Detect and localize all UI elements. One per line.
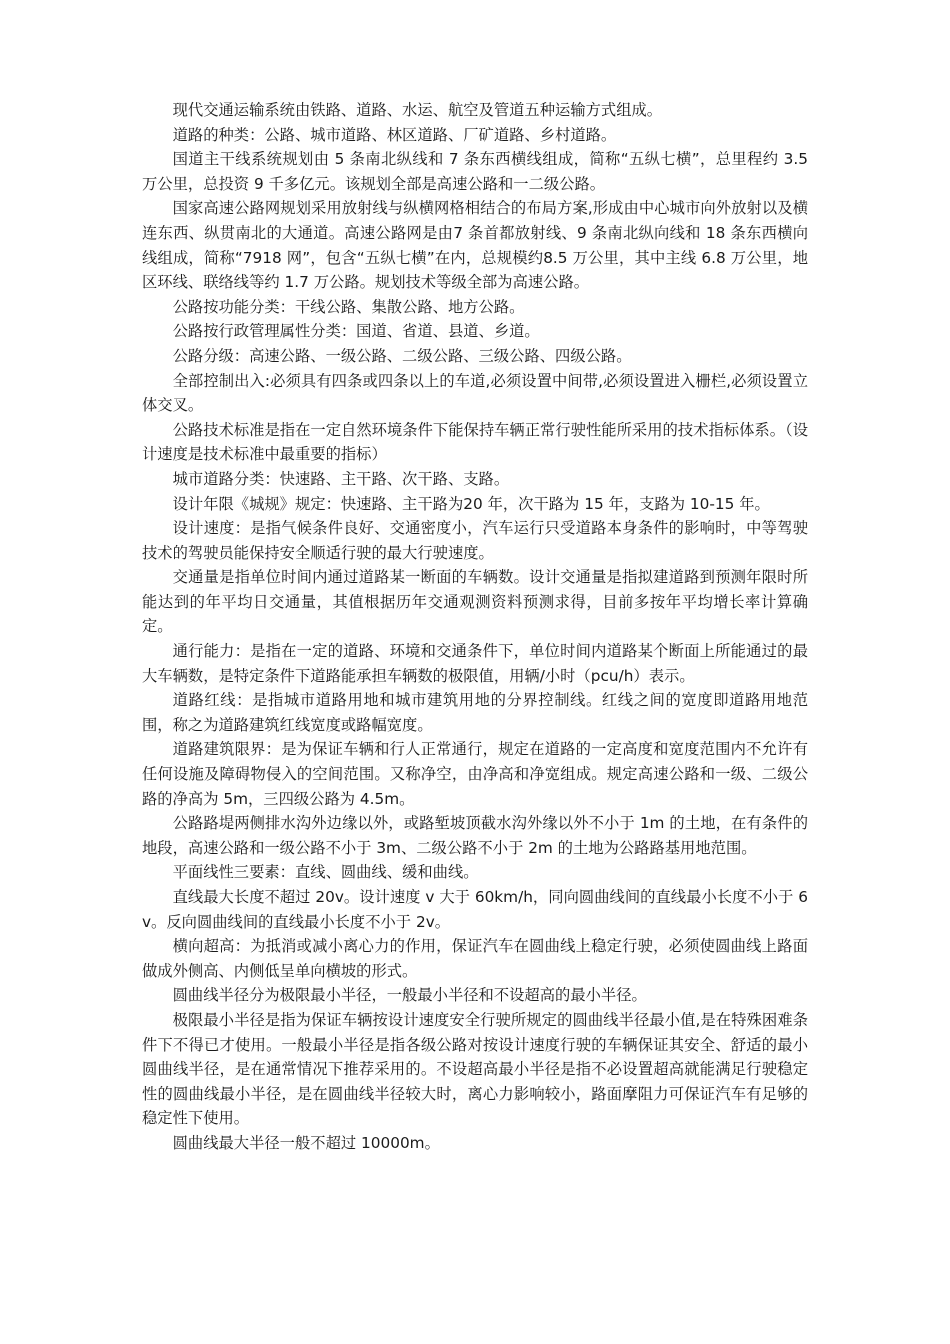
paragraph-radius-types: 圆曲线半径分为极限最小半径，一般最小半径和不设超高的最小半径。: [172, 986, 647, 1005]
paragraph-subgrade-land: 公路路堤两侧排水沟外边缘以外，或路堑坡顶截水沟外缘以外不小于 1m 的土地，在有条件的地段，高速公路和一级公路不小于 3m、二级公路不小于 2m 的土地为公路路基用地范围。: [142, 814, 808, 857]
paragraph-admin-classification: 公路按行政管理属性分类：国道、省道、县道、乡道。: [172, 322, 540, 341]
paragraph-urban-road-classification: 城市道路分类：快速路、主干路、次干路、支路。: [172, 469, 510, 488]
document-body: [142, 98, 808, 1156]
paragraph-tangent-length: 直线最大长度不超过 20v。设计速度 v 大于 60km/h，同向圆曲线间的直线最小长度不小于 6v。反向圆曲线间的直线最小长度不小于 2v。: [142, 888, 808, 931]
paragraph-national-trunk-plan: 国道主干线系统规划由 5 条南北纵线和 7 条东西横线组成，简称“五纵七横”，总里程约 3.5 万公里，总投资 9 千多亿元。该规划全部是高速公路和一二级公路。: [142, 150, 808, 193]
paragraph-access-control: 全部控制出入:必须具有四条或四条以上的车道,必须设置中间带,必须设置进入栅栏,必须设置立体交叉。: [142, 371, 808, 415]
paragraph-highway-grades: 公路分级：高速公路、一级公路、二级公路、三级公路、四级公路。: [172, 346, 632, 365]
paragraph-alignment-elements: 平面线性三要素：直线、圆曲线、缓和曲线。: [172, 863, 479, 882]
paragraph-traffic-volume: 交通量是指单位时间内通过道路某一断面的车辆数。设计交通量是指拟建道路到预测年限时所能达到的年平均日交通量，其值根据历年交通观测资料预测求得，目前多按年平均增长率计算确定。: [142, 568, 808, 636]
paragraph-transport-modes: 现代交通运输系统由铁路、道路、水运、航空及管道五种运输方式组成。: [172, 101, 663, 119]
paragraph-road-types: 道路的种类：公路、城市道路、林区道路、厂矿道路、乡村道路。: [172, 125, 617, 144]
paragraph-clearance: 道路建筑限界：是为保证车辆和行人正常通行，规定在道路的一定高度和宽度范围内不允许有任何设施及障碍物侵入的空间范围。又称净空，由净高和净宽组成。规定高速公路和一级、二级公路的净高为 5m，三四级公路为 4.5m。: [142, 740, 808, 808]
paragraph-superelevation: 横向超高：为抵消或减小离心力的作用，保证汽车在圆曲线上稳定行驶，必须使圆曲线上路面做成外侧高、内侧低呈单向横坡的形式。: [142, 937, 808, 980]
paragraph-design-speed: 设计速度：是指气候条件良好、交通密度小，汽车运行只受道路本身条件的影响时，中等驾驶技术的驾驶员能保持安全顺适行驶的最大行驶速度。: [142, 519, 808, 562]
paragraph-radius-definitions: 极限最小半径是指为保证车辆按设计速度安全行驶所规定的圆曲线半径最小值,是在特殊困难条件下不得已才使用。一般最小半径是指各级公路对按设计速度行驶的车辆保证其安全、舒适的最小圆曲线半径，是在通常情况下推荐采用的。不设超高最小半径是指不必设置超高就能满足行驶稳定性的圆曲线最小半径，是在圆曲线半径较大时，离心力影响较小，路面摩阻力可保证汽车有足够的稳定性下使用。: [142, 1010, 808, 1128]
paragraph-expressway-network: 国家高速公路网规划采用放射线与纵横网格相结合的布局方案,形成由中心城市向外放射以及横连东西、纵贯南北的大通道。高速公路网是由7 条首都放射线、9 条南北纵向线和 18 条东西横向线组成，简称“7918 网”，包含“五纵七横”在内，总规模约8.5 万公里，其中主线 6.8 万公里，地区环线、联络线等约 1.7 万公路。规划技术等级全部为高速公路。: [142, 199, 808, 292]
paragraph-function-classification: 公路按功能分类：干线公路、集散公路、地方公路。: [172, 297, 525, 316]
paragraph-technical-standard: 公路技术标准是指在一定自然环境条件下能保持车辆正常行驶性能所采用的技术指标体系。（设计速度是技术标准中最重要的指标）: [142, 420, 808, 464]
paragraph-max-radius: 圆曲线最大半径一般不超过 10000m。: [172, 1133, 440, 1152]
paragraph-capacity: 通行能力：是指在一定的道路、环境和交通条件下，单位时间内道路某个断面上所能通过的最大车辆数，是特定条件下道路能承担车辆数的极限值，用辆/小时（pcu/h）表示。: [142, 642, 808, 685]
paragraph-red-line: 道路红线：是指城市道路用地和城市建筑用地的分界控制线。红线之间的宽度即道路用地范围，称之为道路建筑红线宽度或路幅宽度。: [142, 691, 808, 734]
paragraph-design-period: 设计年限《城规》规定：快速路、主干路为20 年，次干路为 15 年，支路为 10-15 年。: [172, 494, 770, 513]
